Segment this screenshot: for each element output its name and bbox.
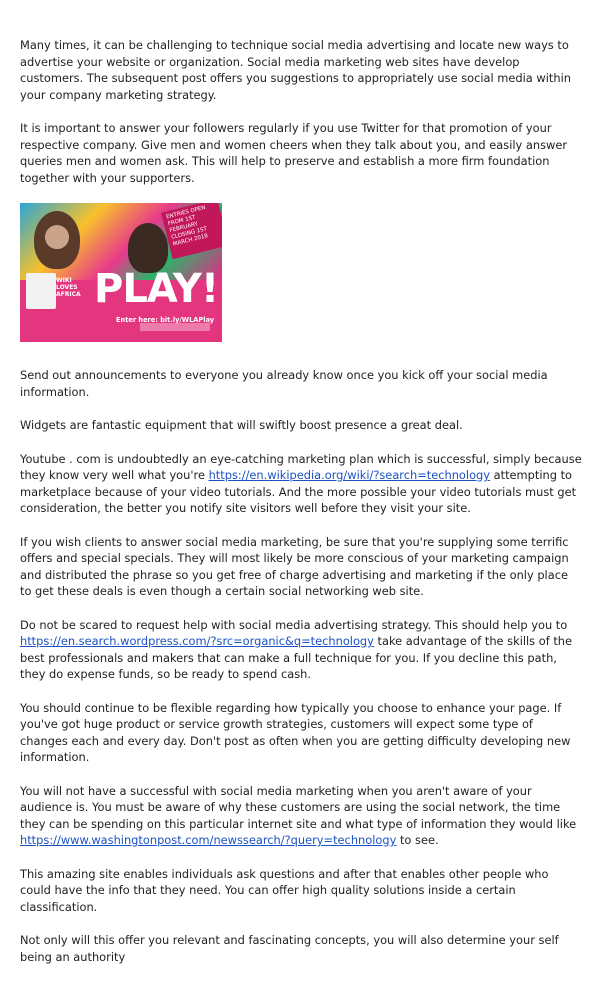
paragraph-text: Do not be scared to request help with social media advertising strategy. This should help you to: [20, 617, 568, 632]
promo-banner-image: [20, 203, 222, 342]
paragraph: If you wish clients to answer social media marketing, be sure that you're supplying some terrific offers and special specials. They will most likely be more conscious of your marketing campaign and distributed the phrase so you get free of charge advertising and marketing if the only place to get these deals is even though a certain social networking web site.: [20, 534, 569, 598]
paragraph: This amazing site enables individuals ask questions and after that enables other people who could have the info that they need. You can offer high quality solutions inside a certain classification.: [20, 866, 549, 914]
paragraph-text: You will not have a successful with social media marketing when you aren't aware of your audience is. You must be aware of why these customers are using the social network, the time they can be spending on this particular internet site and what type of information they would like: [20, 783, 577, 831]
article-body: [20, 37, 582, 982]
paragraph: It is important to answer your followers regularly if you use Twitter for that promotion of your respective company. Give men and women cheers when they talk about you, and easily answer queries men and women ask. This will help to preserve and establish a more firm foundation together with your supporters.: [20, 121, 568, 185]
paragraph: Many times, it can be challenging to technique social media advertising and locate new ways to advertise your website or organization. Social media marketing web sites have develop customers. The subsequent post offers you suggestions to appropriately use social media within your company marketing strategy.: [20, 38, 571, 102]
logo-icon: [26, 273, 56, 309]
monkey-figure: [34, 211, 80, 269]
play-headline: PLAY!: [94, 266, 219, 312]
wordpress-link[interactable]: https://en.search.wordpress.com/?src=organic&q=technology: [20, 634, 374, 648]
paragraph-text: to see.: [396, 833, 439, 847]
washingtonpost-link[interactable]: https://www.washingtonpost.com/newssearch/?query=technology: [20, 833, 397, 847]
paragraph: Send out announcements to everyone you already know once you kick off your social media information.: [20, 368, 548, 399]
paragraph-text: Youtube . com is undoubtedly an eye-catching marketing plan which is successful, simply because they know very well what you're: [20, 451, 582, 482]
paragraph: [20, 617, 582, 683]
paragraph: Widgets are fantastic equipment that will swiftly boost presence a great deal.: [20, 418, 463, 432]
fine-print: [140, 323, 210, 331]
paragraph: [20, 783, 582, 849]
paragraph-text: take advantage of the skills of the best professionals and makers that can make a full technique for you. If you decline this path, they do expense funds, so be ready to spend cash.: [20, 634, 573, 681]
paragraph: You should continue to be flexible regarding how typically you choose to enhance your page. If you've got huge product or service growth strategies, customers will expect some type of changes each and every day. Don't post as often when you are getting difficulty developing new information.: [20, 700, 571, 764]
logo-text: WIKI LOVES AFRICA: [56, 277, 81, 298]
entries-ribbon: ENTRIES OPEN FROM 1ST FEBRUARY CLOSING 1ST MARCH 2018: [161, 203, 222, 259]
paragraph: [20, 451, 582, 517]
enter-link-text: Enter here: bit.ly/WLAPlay: [116, 316, 215, 324]
paragraph-text: attempting to marketplace because of your video tutorials. And the more possible your video tutorials must get consideration, the better you notify site visitors well before they visit your site.: [20, 468, 577, 515]
paragraph: Not only will this offer you relevant and fascinating concepts, you will also determine your self being an authority: [20, 933, 559, 964]
wikipedia-link[interactable]: https://en.wikipedia.org/wiki/?search=technology: [208, 468, 491, 482]
